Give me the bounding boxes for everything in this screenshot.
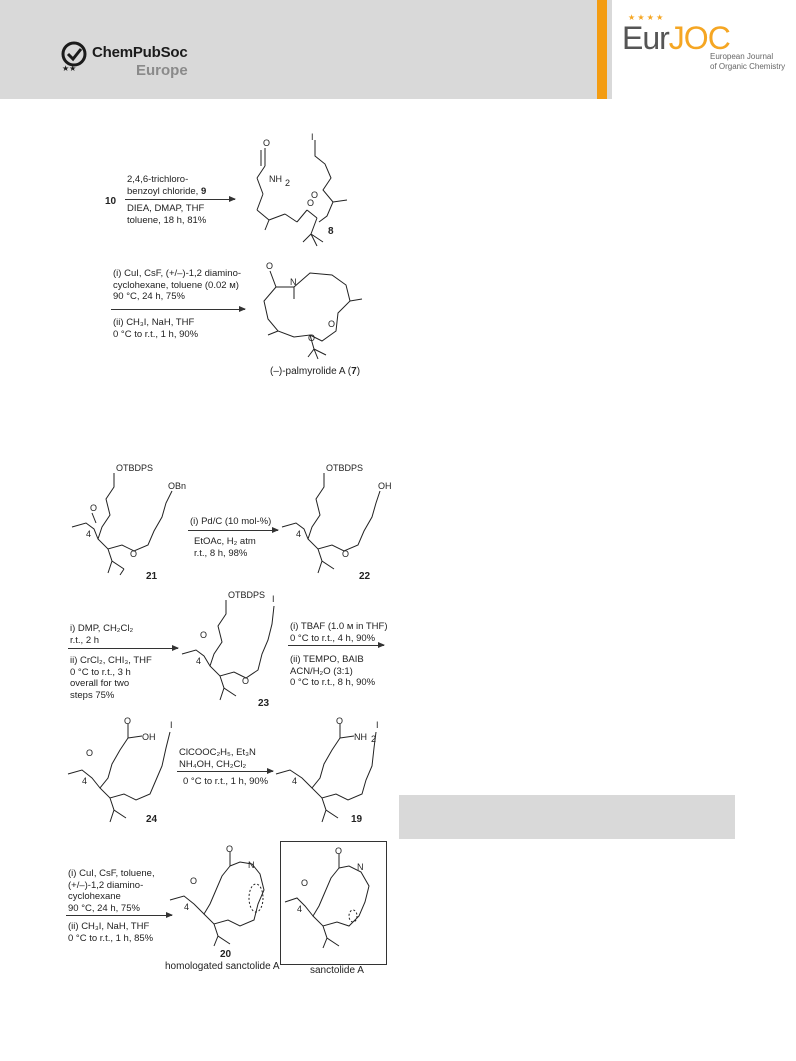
- publisher-name: ChemPubSoc: [92, 44, 188, 61]
- svg-text:O: O: [336, 716, 344, 726]
- journal-mark: EurJOC: [622, 20, 730, 56]
- chempubsoc-logo: [60, 40, 210, 86]
- reaction-arrow: [288, 645, 384, 646]
- svg-text:OBn: OBn: [168, 481, 187, 491]
- accent-bar: [597, 0, 607, 99]
- svg-text:OH: OH: [378, 481, 392, 491]
- compound-8-label: 8: [328, 226, 334, 237]
- svg-text:O: O: [124, 716, 132, 726]
- svg-text:2: 2: [285, 178, 291, 188]
- palmyrolide-name: (–)-palmyrolide A (7): [270, 366, 361, 377]
- eurjoc-logo: [612, 0, 796, 99]
- step-c-conditions-above: (i) TBAF (1.0 м in THF) 0 °C to r.t., 4 h, 90%: [290, 621, 388, 644]
- compound-20-structure: [168, 844, 278, 948]
- svg-text:4: 4: [196, 656, 202, 666]
- svg-text:2: 2: [371, 734, 377, 744]
- step-a-conditions-above: (i) Pd/C (10 mol-%): [190, 516, 272, 527]
- svg-text:NH: NH: [354, 732, 367, 742]
- compound-21-structure: [68, 465, 188, 575]
- reaction-arrow: [188, 530, 278, 531]
- reaction-arrow: [125, 199, 235, 200]
- reaction-arrow: [111, 309, 245, 310]
- svg-text:O: O: [342, 549, 350, 559]
- svg-text:★★: ★★: [62, 64, 77, 72]
- svg-text:OTBDPS: OTBDPS: [228, 590, 266, 600]
- text-placeholder-box: [399, 795, 735, 839]
- compound-24-label: 24: [146, 814, 158, 825]
- svg-text:OTBDPS: OTBDPS: [326, 463, 364, 473]
- journal-full-name: European Journal of Organic Chemistry: [710, 52, 786, 71]
- compound-20-label: 20: [220, 949, 232, 960]
- svg-text:O: O: [266, 261, 274, 271]
- svg-text:I: I: [311, 132, 314, 142]
- step-e-conditions-below: (ii) CH₃I, NaH, THF 0 °C to r.t., 1 h, 85%: [68, 921, 154, 944]
- step-a-conditions-below: EtOAc, H₂ atm r.t., 8 h, 98%: [194, 536, 256, 559]
- reaction-arrow: [68, 648, 178, 649]
- svg-text:NH: NH: [269, 174, 282, 184]
- compound-21-label: 21: [146, 571, 158, 582]
- compound-22-label: 22: [359, 571, 371, 582]
- publisher-region: Europe: [136, 62, 188, 79]
- svg-text:N: N: [357, 862, 364, 872]
- compound-10-label: 10: [105, 196, 117, 207]
- svg-text:O: O: [311, 190, 319, 200]
- svg-text:I: I: [272, 594, 275, 604]
- svg-text:O: O: [308, 333, 316, 343]
- svg-text:O: O: [226, 844, 234, 854]
- compound-8-structure: [235, 132, 385, 248]
- svg-text:O: O: [190, 876, 198, 886]
- step1-conditions-below: DIEA, DMAP, THF toluene, 18 h, 81%: [127, 203, 207, 226]
- svg-text:4: 4: [86, 529, 92, 539]
- svg-text:O: O: [263, 138, 271, 148]
- svg-text:O: O: [335, 846, 343, 856]
- svg-text:★ ★ ★ ★: ★ ★ ★ ★: [628, 13, 664, 22]
- svg-text:O: O: [200, 630, 208, 640]
- compound-19-label: 19: [351, 814, 363, 825]
- homologated-sanctolide-name: homologated sanctolide A: [165, 961, 280, 972]
- svg-text:4: 4: [296, 529, 302, 539]
- svg-text:N: N: [248, 860, 255, 870]
- svg-text:I: I: [170, 720, 173, 730]
- svg-text:O: O: [90, 503, 98, 513]
- svg-text:O: O: [301, 878, 309, 888]
- svg-text:4: 4: [82, 776, 88, 786]
- step-d-conditions-above: ClCOOC₂H₅, Et₃N NH₄OH, CH₂Cl₂: [179, 747, 256, 770]
- compound-24-structure: [66, 718, 181, 823]
- sanctolide-structure: [283, 846, 383, 950]
- svg-text:O: O: [242, 676, 250, 686]
- chempubsoc-emblem-icon: [60, 40, 90, 72]
- palmyrolide-structure: [250, 255, 380, 365]
- reaction-arrow: [66, 915, 172, 916]
- svg-text:O: O: [328, 319, 336, 329]
- svg-text:O: O: [86, 748, 94, 758]
- svg-text:O: O: [307, 198, 315, 208]
- svg-text:I: I: [376, 720, 379, 730]
- step-b-conditions-below: ii) CrCl₂, CHI₃, THF 0 °C to r.t., 3 h overall for two steps 75%: [70, 655, 152, 701]
- svg-text:OH: OH: [142, 732, 156, 742]
- step-d-conditions-below: 0 °C to r.t., 1 h, 90%: [183, 776, 269, 787]
- step-e-conditions-above: (i) CuI, CsF, toluene, (+/–)-1,2 diamino- cyclohexane 90 °C, 24 h, 75%: [68, 868, 155, 914]
- sanctolide-name: sanctolide A: [310, 965, 364, 976]
- svg-text:OTBDPS: OTBDPS: [116, 463, 154, 473]
- svg-text:4: 4: [184, 902, 190, 912]
- compound-23-label: 23: [258, 698, 270, 709]
- svg-text:4: 4: [292, 776, 298, 786]
- step1-conditions-above: 2,4,6-trichloro- benzoyl chloride, 9: [127, 174, 207, 197]
- step2-conditions-below: (ii) CH₃I, NaH, THF 0 °C to r.t., 1 h, 90%: [113, 317, 199, 340]
- svg-text:4: 4: [297, 904, 303, 914]
- compound-23-structure: [178, 592, 288, 707]
- reaction-arrow: [177, 771, 273, 772]
- step-c-conditions-below: (ii) TEMPO, BAIB ACN/H₂O (3:1) 0 °C to r.t., 8 h, 90%: [290, 654, 376, 688]
- step2-conditions-above: (i) CuI, CsF, (+/–)-1,2 diamino- cyclohexane, toluene (0.02 м) 90 °C, 24 h, 75%: [113, 268, 242, 302]
- compound-19-structure: [274, 718, 389, 823]
- svg-text:N: N: [290, 277, 297, 287]
- step-b-conditions-above: i) DMP, CH₂Cl₂ r.t., 2 h: [70, 623, 134, 646]
- compound-22-structure: [280, 465, 390, 575]
- svg-text:O: O: [130, 549, 138, 559]
